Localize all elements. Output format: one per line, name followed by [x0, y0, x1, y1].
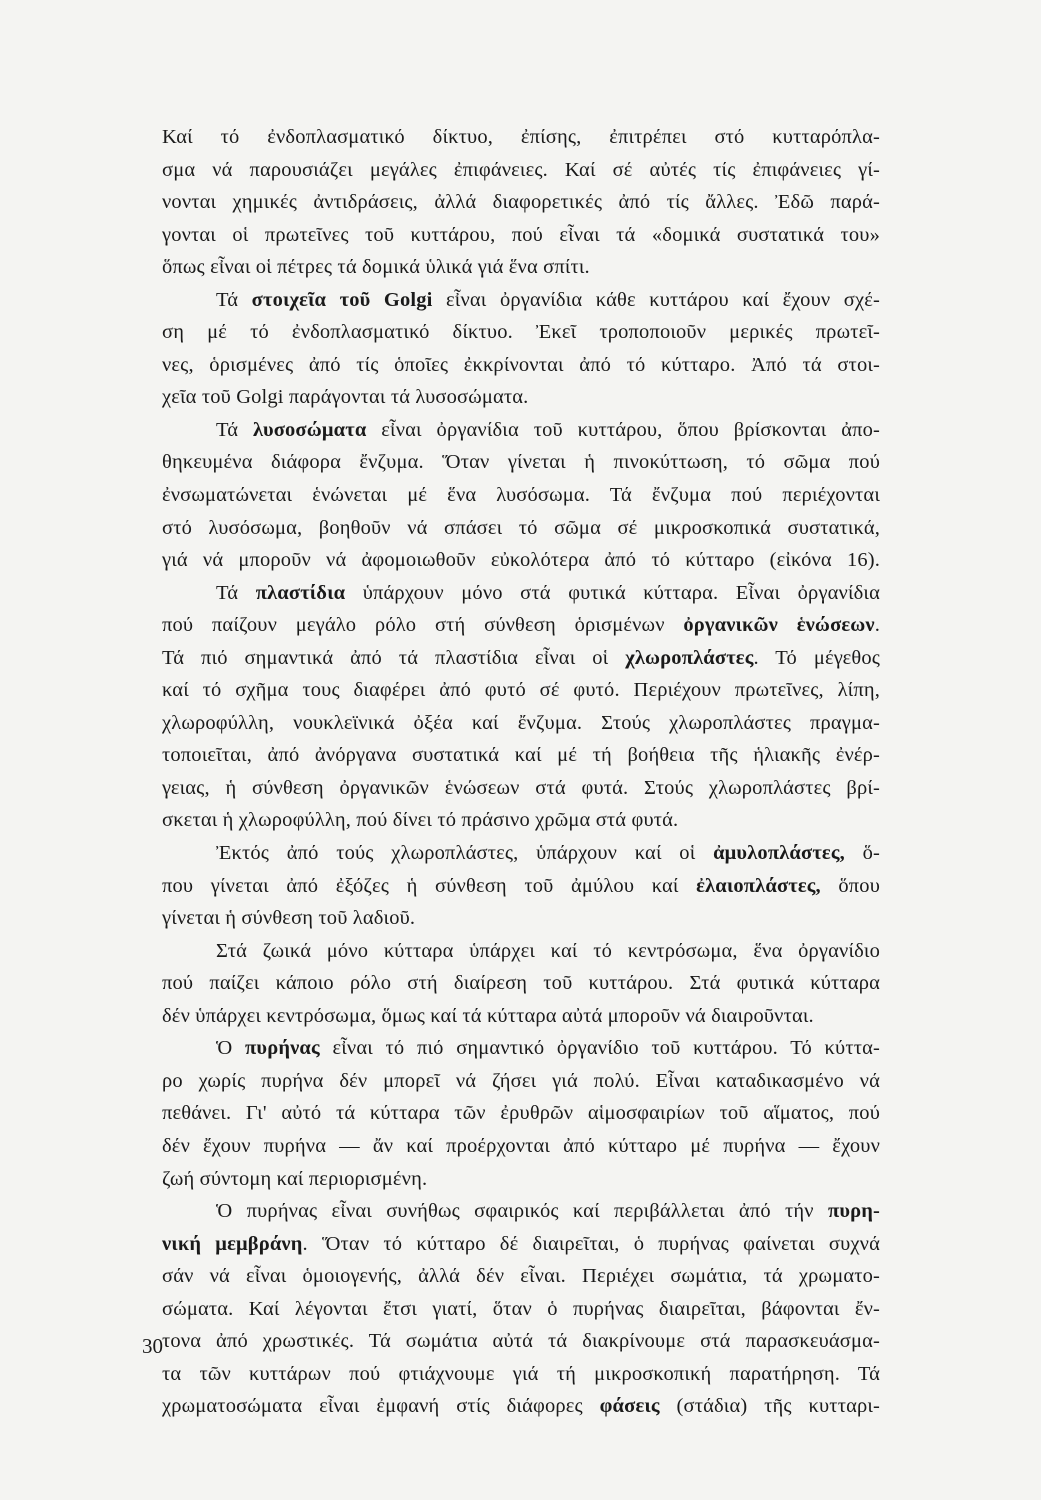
body-text [162, 121, 880, 1423]
text-line [162, 967, 880, 1000]
text-run: δέν ἔχουν πυρήνα — ἄν καί προέρχονται ἀπό κύτταρο μέ πυρήνα — ἔχουν [162, 1134, 880, 1157]
text-run: . Τό μέγεθος [753, 646, 880, 669]
text-run: ση μέ τό ἐνδοπλασματικό δίκτυο. Ἐκεῖ τροποποιοῦν μερικές πρωτεῖ- [162, 321, 880, 344]
text-run: εἶναι τό πιό σημαντικό ὀργανίδιο τοῦ κυττάρου. Τό κύττα- [319, 1037, 880, 1060]
text-run: χεῖα τοῦ Golgi παράγονται τά λυσοσώματα. [162, 386, 529, 409]
text-line [162, 284, 880, 317]
text-run: ὅ- [844, 842, 880, 865]
text-run: Καί τό ἐνδοπλασματικό δίκτυο, ἐπίσης, ἐπιτρέπει στό κυτταρόπλα- [162, 126, 880, 148]
text-run: γιά νά μποροῦν νά ἀφομοιωθοῦν εὐκολότερα ἀπό τό κύτταρο (εἰκόνα 16). [162, 549, 880, 572]
text-line [162, 837, 880, 870]
text-run: χλωροφύλλη, νουκλεϊνικά ὀξέα καί ἔνζυμα. Στούς χλωροπλάστες πραγμα- [162, 711, 880, 734]
text-line [162, 1228, 880, 1261]
text-line [162, 349, 880, 382]
text-run: . [874, 614, 881, 637]
text-run: Ὁ [216, 1037, 246, 1060]
text-line [162, 674, 880, 707]
text-run: ὑπάρχουν μόνο στά φυτικά κύτταρα. Εἶναι ὀργανίδια [345, 581, 880, 604]
text-line [162, 381, 880, 414]
text-line [162, 577, 880, 610]
text-run: Τά [216, 581, 256, 604]
text-run: ὅπου [820, 874, 880, 897]
text-line [162, 1032, 880, 1065]
text-run: εἶναι ὀργανίδια τοῦ κυττάρου, ὅπου βρίσκονται ἀπο- [366, 418, 880, 441]
text-run: (στάδια) τῆς κυτταρι- [659, 1395, 880, 1418]
text-run: τα τῶν κυττάρων πού φτιάχνουμε γιά τή μικροσκοπική παρατήρηση. Τά [162, 1362, 880, 1385]
page-number: 30 [142, 1334, 163, 1358]
text-run: ὅπως εἶναι οἱ πέτρες τά δομικά ὑλικά γιά ἕνα σπίτι. [162, 256, 590, 279]
text-line [162, 642, 880, 675]
text-line [162, 121, 880, 154]
text-run: που γίνεται ἀπό ἐξόζες ἡ σύνθεση τοῦ ἀμύλου καί [162, 874, 697, 897]
text-line [162, 154, 880, 187]
text-line [162, 902, 880, 935]
text-line [162, 1000, 880, 1033]
text-run: ζωή σύντομη καί περιορισμένη. [162, 1167, 428, 1190]
text-line [162, 870, 880, 903]
text-run: σάν νά εἶναι ὁμοιογενής, ἀλλά δέν εἶναι. Περιέχει σωμάτια, τά χρωματο- [162, 1265, 880, 1288]
text-run: σώματα. Καί λέγονται ἔτσι γιατί, ὅταν ὁ πυρήνας διαιρεῖται, βάφονται ἔν- [162, 1297, 880, 1320]
bold-term: πυρήνας [245, 1037, 320, 1060]
text-run: Στά ζωικά μόνο κύτταρα ὑπάρχει καί τό κεντρόσωμα, ἕνα ὀργανίδιο [216, 939, 880, 962]
bold-term: νική μεμβράνη [162, 1232, 303, 1255]
text-line [162, 1260, 880, 1293]
bold-term: πυρη- [827, 1200, 880, 1223]
text-line [162, 1325, 880, 1358]
text-run: γονται οἱ πρωτεῖνες τοῦ κυττάρου, πού εἶναι τά «δομικά συστατικά του» [162, 223, 880, 246]
text-line [162, 544, 880, 577]
text-run: πού παίζουν μεγάλο ρόλο στή σύνθεση ὁρισμένων [162, 614, 684, 637]
bold-term: στοιχεῖα τοῦ Golgi [251, 288, 433, 311]
text-line [162, 1390, 880, 1423]
bold-term: πλαστίδια [255, 581, 346, 604]
text-line [162, 219, 880, 252]
text-line [162, 1195, 880, 1228]
text-run: . Ὅταν τό κύτταρο δέ διαιρεῖται, ὁ πυρήνας φαίνεται συχνά [302, 1232, 880, 1255]
text-line [162, 739, 880, 772]
text-line [162, 772, 880, 805]
text-run: Τά [216, 418, 254, 441]
text-run: πού παίζει κάποιο ρόλο στή διαίρεση τοῦ κυττάρου. Στά φυτικά κύτταρα [162, 972, 880, 995]
text-run: Τά πιό σημαντικά ἀπό τά πλαστίδια εἶναι οἱ [162, 646, 626, 669]
text-run: Ὁ πυρήνας εἶναι συνήθως σφαιρικός καί περιβάλλεται ἀπό τήν [216, 1200, 828, 1223]
text-run: θηκευμένα διάφορα ἔνζυμα. Ὅταν γίνεται ἡ πινοκύττωση, τό σῶμα πού [162, 451, 880, 474]
text-run: γίνεται ἡ σύνθεση τοῦ λαδιοῦ. [162, 907, 416, 930]
text-run: νες, ὁρισμένες ἀπό τίς ὁποῖες ἐκκρίνονται ἀπό τό κύτταρο. Ἀπό τά στοι- [162, 353, 880, 376]
text-line [162, 935, 880, 968]
text-run: καί τό σχῆμα τους διαφέρει ἀπό φυτό σέ φυτό. Περιέχουν πρωτεῖνες, λίπη, [162, 679, 880, 702]
text-run: στό λυσόσωμα, βοηθοῦν νά σπάσει τό σῶμα σέ μικροσκοπικά συστατικά, [162, 516, 880, 539]
text-line [162, 251, 880, 284]
text-line [162, 1065, 880, 1098]
text-run: πεθάνει. Γι' αὐτό τά κύτταρα τῶν ἐρυθρῶν αἱμοσφαιρίων τοῦ αἵματος, πού [162, 1102, 880, 1125]
text-line [162, 1293, 880, 1326]
bold-term: λυσοσώματα [253, 418, 367, 441]
text-line [162, 186, 880, 219]
text-line [162, 479, 880, 512]
text-line [162, 609, 880, 642]
text-line [162, 512, 880, 545]
text-run: ρο χωρίς πυρήνα δέν μπορεῖ νά ζήσει γιά πολύ. Εἶναι καταδικασμένο νά [162, 1069, 880, 1092]
bold-term: φάσεις [599, 1395, 660, 1418]
text-run: τονα ἀπό χρωστικές. Τά σωμάτια αὐτά τά διακρίνουμε στά παρασκευάσμα- [162, 1330, 880, 1353]
text-run: χρωματοσώματα εἶναι ἐμφανή στίς διάφορες [162, 1395, 600, 1418]
text-line [162, 804, 880, 837]
text-run: Τά [216, 288, 252, 311]
text-run: σμα νά παρουσιάζει μεγάλες ἐπιφάνειες. Καί σέ αὐτές τίς ἐπιφάνειες γί- [162, 158, 880, 181]
text-line [162, 707, 880, 740]
text-line [162, 1097, 880, 1130]
text-run: τοποιεῖται, ἀπό ἀνόργανα συστατικά καί μέ τή βοήθεια τῆς ἡλιακῆς ἐνέρ- [162, 744, 880, 767]
bold-term: ὀργανικῶν ἑνώσεων [683, 614, 875, 637]
bold-term: χλωροπλάστες [625, 646, 754, 669]
text-run: σκεται ἡ χλωροφύλλη, πού δίνει τό πράσινο χρῶμα στά φυτά. [162, 809, 679, 832]
text-run: νονται χημικές ἀντιδράσεις, ἀλλά διαφορετικές ἀπό τίς ἄλλες. Ἐδῶ παρά- [162, 191, 880, 214]
text-line [162, 414, 880, 447]
text-run: γειας, ἡ σύνθεση ὀργανικῶν ἑνώσεων στά φυτά. Στούς χλωροπλάστες βρί- [162, 776, 880, 799]
text-line [162, 316, 880, 349]
bold-term: ἀμυλοπλάστες, [713, 842, 845, 865]
text-line [162, 1130, 880, 1163]
text-line [162, 1163, 880, 1196]
bold-term: ἐλαιοπλάστες, [696, 874, 821, 897]
text-line [162, 446, 880, 479]
text-line [162, 1358, 880, 1391]
text-run: δέν ὑπάρχει κεντρόσωμα, ὅμως καί τά κύτταρα αὐτά μποροῦν νά διαιροῦνται. [162, 1004, 814, 1027]
text-run: εἶναι ὀργανίδια κάθε κυττάρου καί ἔχουν σχέ- [432, 288, 880, 311]
text-run: ἐνσωματώνεται ἑνώνεται μέ ἕνα λυσόσωμα. Τά ἔνζυμα πού περιέχονται [162, 484, 880, 507]
text-run: Ἐκτός ἀπό τούς χλωροπλάστες, ὑπάρχουν καί οἱ [216, 842, 714, 865]
